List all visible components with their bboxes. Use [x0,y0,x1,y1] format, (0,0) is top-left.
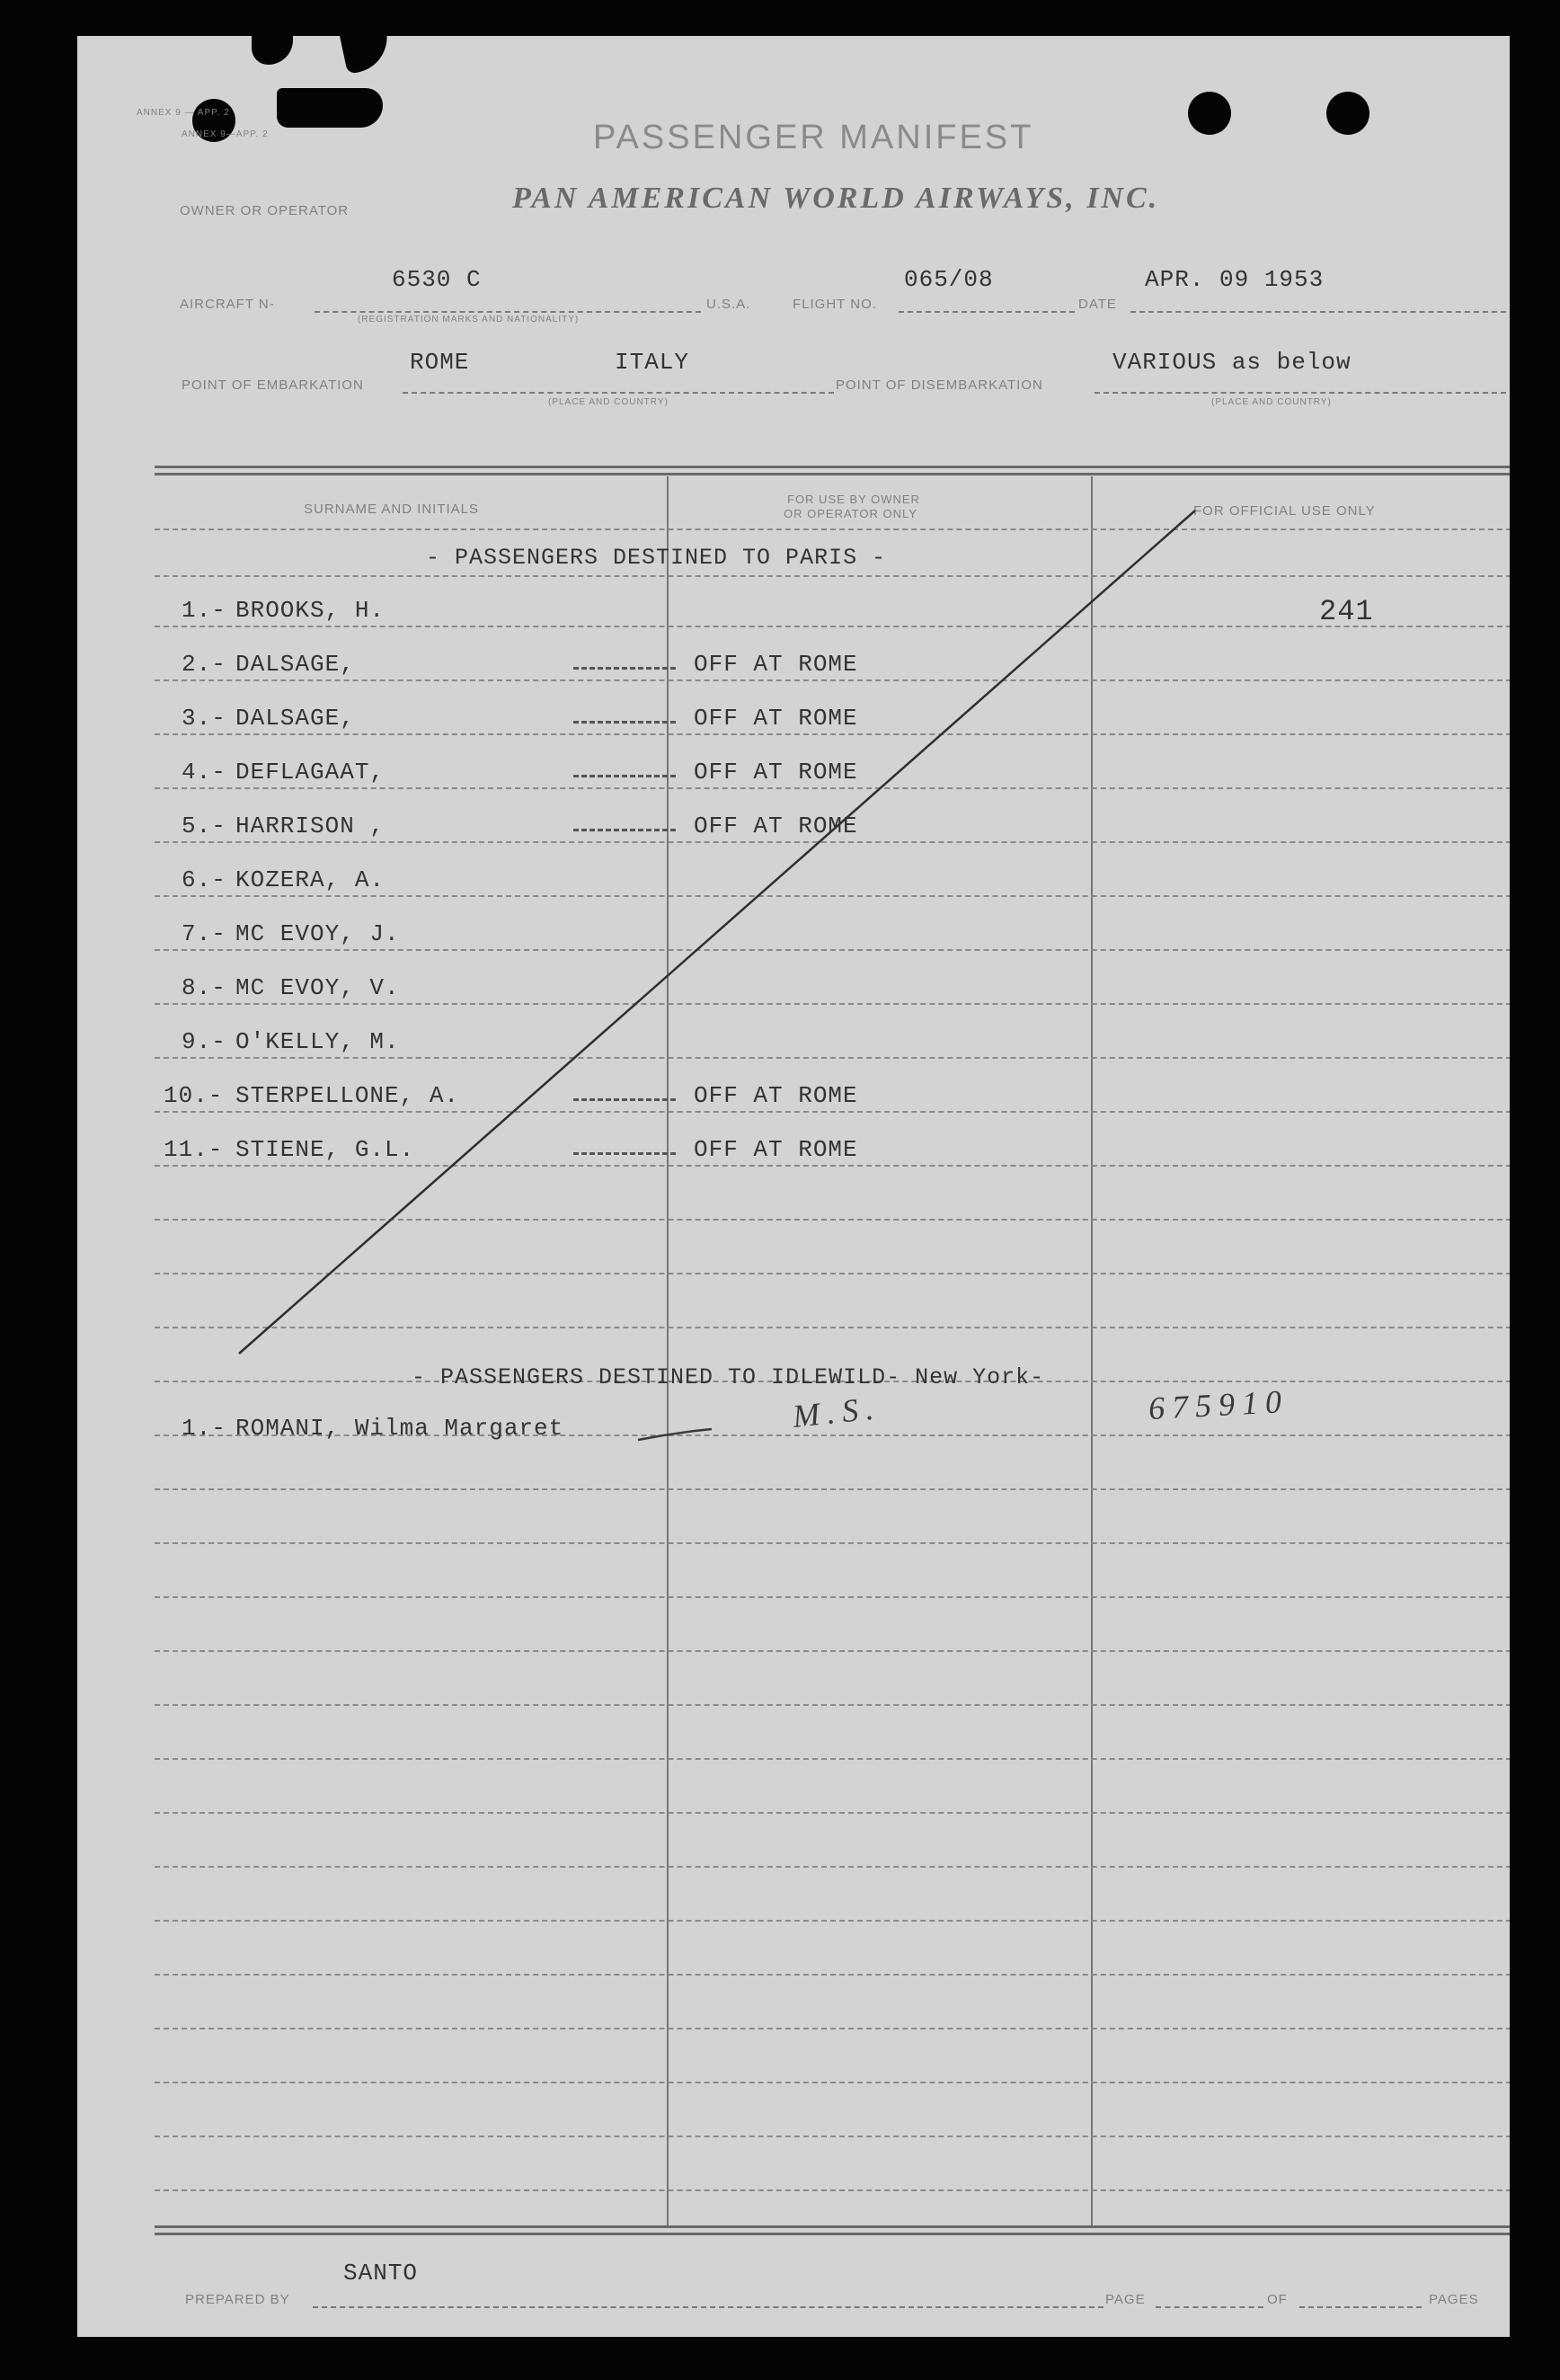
prepared-by-underline [313,2306,1104,2308]
flight-number: 065/08 [904,266,994,293]
row-number: 11.- [164,1136,224,1163]
operator-note: OFF AT ROME [694,705,858,732]
of-underline [1299,2306,1422,2308]
embarkation-city: ROME [410,349,470,376]
cancellation-line [77,36,1510,2337]
page-underline [1156,2306,1263,2308]
operator-note: OFF AT ROME [694,1136,858,1163]
passenger-name: HARRISON , [235,813,386,839]
aircraft-number: 6530 C [392,266,482,293]
embarkation-country: ITALY [615,349,690,376]
country-label: U.S.A. [706,297,751,312]
pages-label: PAGES [1429,2292,1479,2307]
passenger-name: BROOKS, H. [235,597,386,624]
handwritten-number: 675910 [1148,1382,1290,1427]
row-number: 1.- [182,1415,226,1442]
page-title: PASSENGER MANIFEST [593,119,1034,156]
owner-operator-label: OWNER OR OPERATOR [180,203,350,218]
disembarkation-value: VARIOUS as below [1112,349,1352,376]
row-number: 8.- [182,974,226,1001]
passenger-name: DALSAGE, [235,705,355,732]
prepared-by-label: PREPARED BY [185,2292,290,2307]
aircraft-caption: (REGISTRATION MARKS AND NATIONALITY) [358,315,580,324]
operator-note: OFF AT ROME [694,813,858,839]
row-number: 10.- [164,1082,224,1109]
row-number: 6.- [182,866,226,893]
embarkation-label: POINT OF EMBARKATION [182,377,364,393]
form-reference: ANNEX 9 — APP. 2 [137,108,230,118]
rule [155,2233,1510,2235]
column-header-surname: SURNAME AND INITIALS [304,502,480,517]
disembarkation-caption: (PLACE AND COUNTRY) [1211,397,1332,407]
operator-note: OFF AT ROME [694,759,858,786]
column-header-owner: FOR USE BY OWNER [787,493,920,506]
official-number: 241 [1319,595,1374,628]
date-value: APR. 09 1953 [1145,266,1325,293]
row-number: 3.- [182,705,226,732]
rule [155,2225,1510,2228]
date-label: DATE [1078,297,1117,312]
page-label: PAGE [1105,2292,1146,2307]
passenger-name: DEFLAGAAT, [235,759,386,786]
operator-note: OFF AT ROME [694,1082,858,1109]
operator-note: OFF AT ROME [694,651,858,678]
section-header-paris: - PASSENGERS DESTINED TO PARIS - [426,545,887,571]
row-number: 5.- [182,813,226,839]
row-number: 2.- [182,651,226,678]
row-number: 7.- [182,920,226,947]
row-number: 1.- [182,597,226,624]
row-number: 9.- [182,1028,226,1055]
passenger-name: O'KELLY, M. [235,1028,400,1055]
section-header-idlewild: - PASSENGERS DESTINED TO IDLEWILD- New York- [412,1364,1045,1390]
column-header-official: FOR OFFICIAL USE ONLY [1193,503,1376,519]
passenger-name: KOZERA, A. [235,866,386,893]
manifest-sheet [77,36,1510,2337]
column-header-owner-2: OR OPERATOR ONLY [784,507,917,520]
company-name: PAN AMERICAN WORLD AIRWAYS, INC. [512,182,1160,215]
passenger-name: MC EVOY, V. [235,974,400,1001]
passenger-name: STERPELLONE, A. [235,1082,460,1109]
passenger-name: STIENE, G.L. [235,1136,415,1163]
passenger-name: DALSAGE, [235,651,355,678]
passenger-name: ROMANI, Wilma Margaret [235,1415,564,1442]
disembarkation-label: POINT OF DISEMBARKATION [836,377,1043,393]
row-number: 4.- [182,759,226,786]
aircraft-label: AIRCRAFT N- [180,297,275,312]
embarkation-caption: (PLACE AND COUNTRY) [548,397,669,407]
handwritten-initials: M.S. [791,1389,882,1435]
form-annex: ANNEX 9—APP. 2 [182,129,269,139]
flight-label: FLIGHT NO. [793,297,877,312]
of-label: OF [1267,2292,1288,2307]
prepared-by-value: SANTO [343,2260,419,2287]
passenger-name: MC EVOY, J. [235,920,400,947]
